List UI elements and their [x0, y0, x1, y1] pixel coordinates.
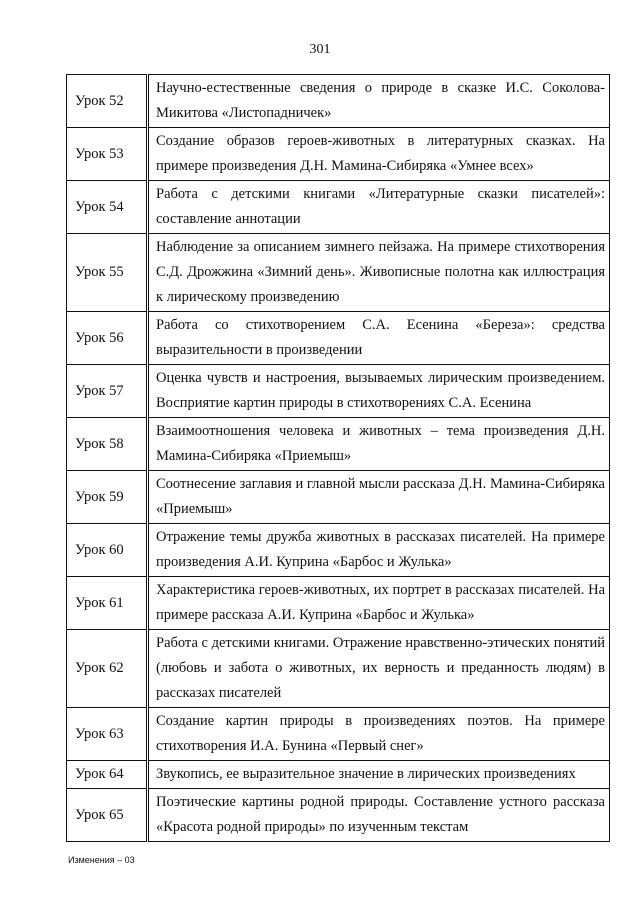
table-row	[67, 577, 610, 630]
table-row	[67, 524, 610, 577]
table-row	[67, 471, 610, 524]
lesson-table-body	[67, 75, 610, 842]
table-row	[67, 789, 610, 842]
table-row	[67, 75, 610, 128]
lesson-topic: Создание образов героев-животных в литературных сказках. На примере произведения Д.Н. Мамина-Сибиряка «Умнее всех»	[148, 128, 610, 181]
lesson-number: Урок 53	[67, 128, 148, 181]
lesson-topic: Характеристика героев-животных, их портрет в рассказах писателей. На примере рассказа А.И. Куприна «Барбос и Жулька»	[148, 577, 610, 630]
page-number: 301	[309, 42, 331, 57]
lesson-topic: Оценка чувств и настроения, вызываемых лирическим произведением. Восприятие картин природы в стихотворениях С.А. Есенина	[148, 365, 610, 418]
lesson-topic: Создание картин природы в произведениях поэтов. На примере стихотворения И.А. Бунина «Первый снег»	[148, 708, 610, 761]
lesson-number: Урок 57	[67, 365, 148, 418]
lesson-topic: Поэтические картины родной природы. Составление устного рассказа «Красота родной природы» по изученным текстам	[148, 789, 610, 842]
lesson-number: Урок 62	[67, 630, 148, 708]
table-row	[67, 761, 610, 789]
lesson-number: Урок 64	[67, 761, 148, 789]
table-row	[67, 181, 610, 234]
table-row	[67, 128, 610, 181]
lesson-topic: Наблюдение за описанием зимнего пейзажа. На примере стихотворения С.Д. Дрожжина «Зимний день». Живописные полотна как иллюстрация к лирическому произведению	[148, 234, 610, 312]
lesson-number: Урок 58	[67, 418, 148, 471]
lesson-number: Урок 61	[67, 577, 148, 630]
lesson-topic: Отражение темы дружба животных в рассказах писателей. На примере произведения А.И. Куприна «Барбос и Жулька»	[148, 524, 610, 577]
lesson-topic: Работа с детскими книгами. Отражение нравственно-этических понятий (любовь и забота о животных, их верность и преданность людям) в рассказах писателей	[148, 630, 610, 708]
lesson-number: Урок 54	[67, 181, 148, 234]
lesson-topic: Звукопись, ее выразительное значение в лирических произведениях	[148, 761, 610, 789]
lesson-number: Урок 65	[67, 789, 148, 842]
table-row	[67, 708, 610, 761]
table-row	[67, 630, 610, 708]
lesson-number: Урок 56	[67, 312, 148, 365]
lesson-topic: Работа с детскими книгами «Литературные сказки писателей»: составление аннотации	[148, 181, 610, 234]
lesson-topic: Научно-естественные сведения о природе в сказке И.С. Соколова-Микитова «Листопадничек»	[148, 75, 610, 128]
lesson-topic: Соотнесение заглавия и главной мысли рассказа Д.Н. Мамина-Сибиряка «Приемыш»	[148, 471, 610, 524]
lesson-number: Урок 55	[67, 234, 148, 312]
lesson-number: Урок 60	[67, 524, 148, 577]
lesson-topic: Работа со стихотворением С.А. Есенина «Береза»: средства выразительности в произведении	[148, 312, 610, 365]
footer-revision: Изменения – 03	[68, 855, 135, 865]
lesson-number: Урок 59	[67, 471, 148, 524]
lesson-topic: Взаимоотношения человека и животных – тема произведения Д.Н. Мамина-Сибиряка «Приемыш»	[148, 418, 610, 471]
table-row	[67, 234, 610, 312]
table-row	[67, 365, 610, 418]
lesson-number: Урок 63	[67, 708, 148, 761]
table-row	[67, 418, 610, 471]
lesson-table	[66, 74, 610, 842]
table-row	[67, 312, 610, 365]
lesson-number: Урок 52	[67, 75, 148, 128]
